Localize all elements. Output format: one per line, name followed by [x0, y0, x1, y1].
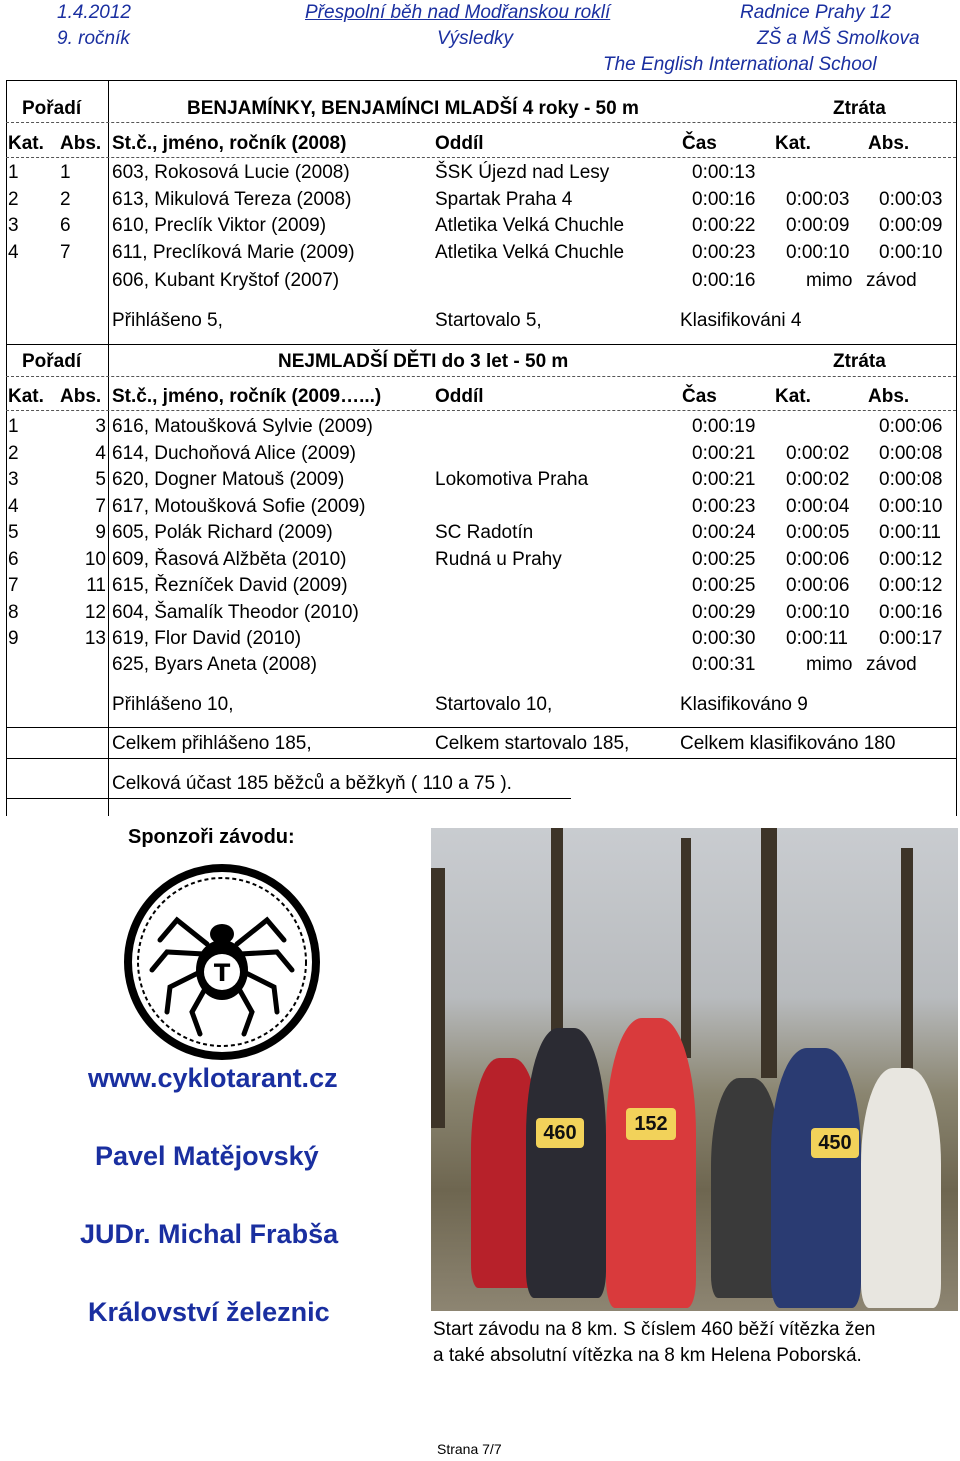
row-loss-abs: 0:00:08	[879, 469, 943, 490]
row-loss-abs: 0:00:16	[879, 601, 943, 623]
row-loss-kat: 0:00:03	[786, 188, 850, 210]
row-name: 620, Dogner Matouš (2009)	[112, 469, 345, 490]
row-time: 0:00:22	[692, 215, 756, 236]
sponsor-cyklotarant[interactable]: www.cyklotarant.cz	[88, 1063, 338, 1093]
col-ztrata-2: Ztráta	[833, 351, 886, 372]
section2-summary-classified: Klasifikováno 9	[680, 694, 808, 715]
row-kat: 1	[8, 162, 19, 183]
bib-450: 450	[811, 1128, 859, 1158]
row-kat: 1	[8, 416, 19, 437]
table-right-border	[956, 80, 957, 816]
row-name: 617, Motoušková Sofie (2009)	[112, 495, 366, 517]
row-abs: 7	[95, 495, 106, 517]
row-club: Atletika Velká Chuchle	[435, 215, 625, 236]
header-event: Přespolní běh nad Modřanskou roklí	[305, 2, 611, 23]
header-school-en: The English International School	[603, 54, 877, 75]
sponsors-heading: Sponzoři závodu:	[128, 826, 295, 848]
row-kat: 5	[8, 522, 19, 543]
section2-subhead: St.č., jméno, ročník (2009…...)	[112, 386, 382, 407]
row-time: 0:00:23	[692, 495, 756, 517]
row-kat: 3	[8, 469, 19, 490]
section1-subhead: St.č., jméno, ročník (2008)	[112, 133, 347, 154]
row-abs: 10	[84, 548, 106, 570]
col-abs: Abs.	[60, 133, 102, 154]
race-start-photo	[431, 828, 958, 1311]
row-club: SC Radotín	[435, 522, 534, 543]
row-kat: 4	[8, 241, 19, 263]
row-loss-kat: 0:00:09	[786, 215, 850, 236]
page-number: Strana 7/7	[437, 1441, 502, 1457]
row-kat: 3	[8, 215, 19, 236]
row-abs: 4	[95, 442, 106, 464]
row-loss-abs: 0:00:12	[879, 575, 943, 596]
photo-caption-line2: a také absolutní vítězka na 8 km Helena Poborská.	[433, 1345, 862, 1366]
photo-caption-line1: Start závodu na 8 km. S číslem 460 běží vítězka žen	[433, 1319, 876, 1340]
header-school: ZŠ a MŠ Smolkova	[757, 28, 920, 49]
row-loss-abs: 0:00:17	[879, 628, 943, 649]
row-time: 0:00:13	[692, 162, 756, 183]
row-time: 0:00:30	[692, 628, 756, 649]
total-participation: Celková účast 185 běžců a běžkyň ( 110 a 75 ).	[112, 773, 512, 794]
totals-classified: Celkem klasifikováno 180	[680, 733, 896, 754]
row-abs: 2	[60, 188, 71, 210]
row-abs: 3	[95, 416, 106, 437]
section1-summary-classified: Klasifikováni 4	[680, 310, 802, 331]
col-poradi-2: Pořadí	[22, 351, 82, 372]
totals-started: Celkem startovalo 185,	[435, 733, 630, 754]
row-loss-abs: 0:00:11	[879, 522, 941, 543]
row-abs: 1	[60, 162, 71, 183]
table-top-border	[6, 80, 956, 81]
row-loss-kat: 0:00:04	[786, 495, 850, 517]
col-ztrata-abs-2: Abs.	[868, 386, 910, 407]
row-loss-kat: 0:00:10	[786, 241, 850, 263]
row-time: 0:00:21	[692, 469, 756, 490]
row-loss-abs: 0:00:03	[879, 188, 943, 210]
row-loss-kat: 0:00:05	[786, 522, 850, 543]
section1-summary-registered: Přihlášeno 5,	[112, 310, 223, 331]
row-club: Atletika Velká Chuchle	[435, 241, 625, 263]
sponsor-kralovstvi-zeleznic: Království železnic	[88, 1297, 330, 1327]
row-name: 611, Preclíková Marie (2009)	[112, 241, 355, 263]
row-loss-abs: 0:00:10	[879, 495, 943, 517]
section2-extra-zavod: závod	[866, 654, 917, 675]
row-name: 609, Řasová Alžběta (2010)	[112, 548, 347, 570]
row-time: 0:00:23	[692, 241, 756, 263]
row-loss-kat: 0:00:11	[786, 628, 848, 649]
row-name: 610, Preclík Viktor (2009)	[112, 215, 327, 236]
row-kat: 7	[8, 575, 19, 596]
sponsor-frabsa: JUDr. Michal Frabša	[80, 1219, 339, 1249]
row-abs: 5	[95, 469, 106, 490]
section1-extra-name: 606, Kubant Kryštof (2007)	[112, 270, 340, 291]
logo-letter: T	[213, 959, 231, 987]
row-club: Spartak Praha 4	[435, 188, 573, 210]
row-kat: 2	[8, 188, 19, 210]
row-kat: 8	[8, 601, 19, 623]
col-oddil-2: Oddíl	[435, 386, 484, 407]
header-place: Radnice Prahy 12	[740, 2, 892, 23]
bib-152: 152	[626, 1108, 676, 1140]
header-date: 1.4.2012	[57, 2, 131, 23]
row-time: 0:00:29	[692, 601, 756, 623]
totals-registered: Celkem přihlášeno 185,	[112, 733, 312, 754]
section1-extra-zavod: závod	[866, 270, 917, 291]
row-kat: 4	[8, 495, 19, 517]
row-time: 0:00:24	[692, 522, 756, 543]
row-name: 613, Mikulová Tereza (2008)	[112, 188, 352, 210]
row-time: 0:00:19	[692, 416, 756, 437]
section2-extra-time: 0:00:31	[692, 654, 756, 675]
header-edition: 9. ročník	[57, 28, 130, 49]
row-name: 616, Matoušková Sylvie (2009)	[112, 416, 373, 437]
row-loss-abs: 0:00:08	[879, 442, 943, 464]
row-abs: 12	[84, 601, 106, 623]
section2-summary-registered: Přihlášeno 10,	[112, 694, 234, 715]
col-abs-2: Abs.	[60, 386, 102, 407]
col-ztrata: Ztráta	[833, 98, 886, 119]
col-cas: Čas	[682, 133, 717, 154]
row-time: 0:00:21	[692, 442, 756, 464]
section1-extra-time: 0:00:16	[692, 270, 756, 291]
row-loss-kat: 0:00:02	[786, 469, 850, 490]
col-poradi: Pořadí	[22, 98, 82, 119]
row-loss-abs: 0:00:12	[879, 548, 943, 570]
col-ztrata-kat: Kat.	[775, 133, 811, 154]
row-abs: 13	[84, 628, 106, 649]
section2-title: NEJMLADŠÍ DĚTI do 3 let - 50 m	[278, 351, 569, 372]
section1-title: BENJAMÍNKY, BENJAMÍNCI MLADŠÍ 4 roky - 50 m	[187, 98, 639, 119]
row-kat: 6	[8, 548, 19, 570]
section1-summary-started: Startovalo 5,	[435, 310, 542, 331]
row-abs: 7	[60, 241, 71, 263]
row-club: Lokomotiva Praha	[435, 469, 589, 490]
row-time: 0:00:25	[692, 548, 756, 570]
row-loss-abs: 0:00:06	[879, 416, 943, 437]
row-club: ŠSK Újezd nad Lesy	[435, 162, 610, 183]
row-club: Rudná u Prahy	[435, 548, 562, 570]
row-name: 603, Rokosová Lucie (2008)	[112, 162, 350, 183]
table-col-divider	[108, 80, 109, 816]
row-name: 604, Šamalík Theodor (2010)	[112, 601, 359, 623]
row-abs: 9	[95, 522, 106, 543]
section1-extra-mimo: mimo	[806, 270, 853, 291]
row-kat: 9	[8, 628, 19, 649]
header-doc: Výsledky	[437, 28, 514, 49]
col-cas-2: Čas	[682, 386, 717, 407]
row-name: 619, Flor David (2010)	[112, 628, 302, 649]
row-loss-abs: 0:00:09	[879, 215, 943, 236]
row-loss-kat: 0:00:02	[786, 442, 850, 464]
col-ztrata-kat-2: Kat.	[775, 386, 811, 407]
section2-extra-name: 625, Byars Aneta (2008)	[112, 654, 317, 675]
row-abs: 11	[86, 575, 106, 596]
row-time: 0:00:25	[692, 575, 756, 596]
col-oddil: Oddíl	[435, 133, 484, 154]
row-name: 615, Řezníček David (2009)	[112, 575, 348, 596]
section2-extra-mimo: mimo	[806, 654, 853, 675]
table-left-border	[6, 80, 7, 816]
row-loss-kat: 0:00:10	[786, 601, 850, 623]
row-kat: 2	[8, 442, 19, 464]
row-abs: 6	[60, 215, 71, 236]
row-loss-kat: 0:00:06	[786, 575, 850, 596]
bib-460: 460	[536, 1118, 584, 1148]
spider-wheel-logo-icon	[122, 862, 322, 1062]
row-loss-kat: 0:00:06	[786, 548, 850, 570]
col-ztrata-abs: Abs.	[868, 133, 910, 154]
row-name: 605, Polák Richard (2009)	[112, 522, 333, 543]
row-name: 614, Duchoňová Alice (2009)	[112, 442, 356, 464]
section2-summary-started: Startovalo 10,	[435, 694, 553, 715]
col-kat: Kat.	[8, 133, 44, 154]
col-kat-2: Kat.	[8, 386, 44, 407]
row-time: 0:00:16	[692, 188, 756, 210]
row-loss-abs: 0:00:10	[879, 241, 943, 263]
sponsor-matejovsky: Pavel Matějovský	[95, 1141, 319, 1171]
